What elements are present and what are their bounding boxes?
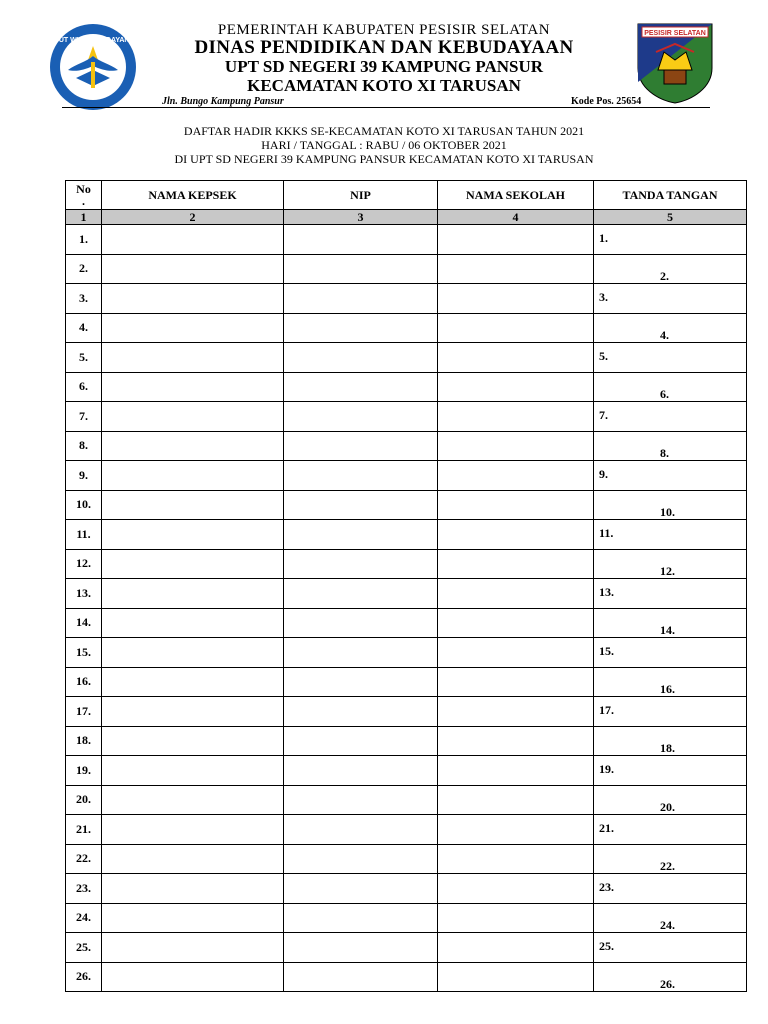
- signature-number: 13.: [599, 585, 614, 599]
- form-location: DI UPT SD NEGERI 39 KAMPUNG PANSUR KECAMATAN KOTO XI TARUSAN: [174, 152, 594, 166]
- table-row: [66, 785, 747, 815]
- signature-cell[interactable]: [594, 608, 747, 638]
- nama-kepsek-cell[interactable]: [102, 903, 284, 933]
- nama-kepsek-cell[interactable]: [102, 520, 284, 550]
- signature-number: 9.: [599, 467, 608, 481]
- row-number: 17.: [66, 697, 102, 727]
- col-no-label: No: [76, 182, 91, 196]
- signature-cell[interactable]: [594, 844, 747, 874]
- table-row: [66, 254, 747, 284]
- table-row: [66, 874, 747, 904]
- nama-sekolah-cell[interactable]: [438, 638, 594, 668]
- signature-number: 22.: [660, 858, 675, 873]
- row-number: 12.: [66, 549, 102, 579]
- nama-kepsek-cell[interactable]: [102, 638, 284, 668]
- nama-kepsek-cell[interactable]: [102, 815, 284, 845]
- nama-sekolah-cell[interactable]: [438, 549, 594, 579]
- nama-kepsek-cell[interactable]: [102, 461, 284, 491]
- nama-sekolah-cell[interactable]: [438, 372, 594, 402]
- signature-cell[interactable]: [594, 962, 747, 992]
- nip-cell[interactable]: [284, 402, 438, 432]
- row-number: 24.: [66, 903, 102, 933]
- signature-cell[interactable]: [594, 549, 747, 579]
- attendance-table: [65, 180, 747, 992]
- address: Jln. Bungo Kampung Pansur: [162, 96, 284, 107]
- district-name: KECAMATAN KOTO XI TARUSAN: [247, 76, 521, 95]
- nip-cell[interactable]: [284, 608, 438, 638]
- table-row: [66, 431, 747, 461]
- table-row: [66, 579, 747, 609]
- table-row: [66, 933, 747, 963]
- table-row: [66, 962, 747, 992]
- row-number: 7.: [66, 402, 102, 432]
- nama-sekolah-cell[interactable]: [438, 874, 594, 904]
- government-name: PEMERINTAH KABUPATEN PESISIR SELATAN: [217, 22, 551, 38]
- row-number: 10.: [66, 490, 102, 520]
- nama-kepsek-cell[interactable]: [102, 313, 284, 343]
- signature-number: 18.: [660, 740, 675, 755]
- nama-kepsek-cell[interactable]: [102, 844, 284, 874]
- nip-cell[interactable]: [284, 638, 438, 668]
- nama-kepsek-cell[interactable]: [102, 372, 284, 402]
- signature-cell[interactable]: [594, 579, 747, 609]
- table-row: [66, 225, 747, 255]
- nama-sekolah-cell[interactable]: [438, 844, 594, 874]
- table-row: [66, 844, 747, 874]
- form-date: HARI / TANGGAL : RABU / 06 OKTOBER 2021: [261, 138, 507, 152]
- nama-sekolah-cell[interactable]: [438, 608, 594, 638]
- row-number: 13.: [66, 579, 102, 609]
- nama-kepsek-cell[interactable]: [102, 549, 284, 579]
- nip-cell[interactable]: [284, 343, 438, 373]
- school-name: UPT SD NEGERI 39 KAMPUNG PANSUR: [224, 57, 544, 76]
- row-number: 11.: [66, 520, 102, 550]
- nama-kepsek-cell[interactable]: [102, 785, 284, 815]
- row-number: 8.: [66, 431, 102, 461]
- row-number: 9.: [66, 461, 102, 491]
- nama-sekolah-cell[interactable]: [438, 313, 594, 343]
- table-row: [66, 697, 747, 727]
- row-number: 1.: [66, 225, 102, 255]
- nip-cell[interactable]: [284, 461, 438, 491]
- signature-cell[interactable]: [594, 343, 747, 373]
- signature-cell[interactable]: [594, 431, 747, 461]
- nama-kepsek-cell[interactable]: [102, 933, 284, 963]
- table-row: [66, 667, 747, 697]
- svg-text:PESISIR SELATAN: PESISIR SELATAN: [644, 30, 706, 37]
- signature-number: 3.: [599, 290, 608, 304]
- signature-number: 11.: [599, 526, 614, 540]
- row-number: 3.: [66, 284, 102, 314]
- row-number: 18.: [66, 726, 102, 756]
- row-number: 5.: [66, 343, 102, 373]
- signature-cell[interactable]: [594, 461, 747, 491]
- table-row: [66, 313, 747, 343]
- nama-sekolah-cell[interactable]: [438, 579, 594, 609]
- signature-number: 2.: [660, 268, 669, 283]
- nama-sekolah-cell[interactable]: [438, 726, 594, 756]
- nip-cell[interactable]: [284, 549, 438, 579]
- signature-cell[interactable]: [594, 667, 747, 697]
- table-row: [66, 343, 747, 373]
- table-row: [66, 372, 747, 402]
- pesisir-selatan-crest: [636, 22, 714, 104]
- signature-cell[interactable]: [594, 520, 747, 550]
- table-row: [66, 490, 747, 520]
- row-number: 14.: [66, 608, 102, 638]
- nama-sekolah-cell[interactable]: [438, 903, 594, 933]
- signature-number: 8.: [660, 445, 669, 460]
- signature-number: 12.: [660, 563, 675, 578]
- postal-code: Kode Pos. 25654: [571, 96, 642, 107]
- col-no: [66, 181, 102, 210]
- row-number: 2.: [66, 254, 102, 284]
- nip-cell[interactable]: [284, 903, 438, 933]
- nama-kepsek-cell[interactable]: [102, 490, 284, 520]
- form-title: DAFTAR HADIR KKKS SE-KECAMATAN KOTO XI TARUSAN TAHUN 2021: [183, 124, 585, 138]
- signature-number: 21.: [599, 821, 614, 835]
- col-nip: NIP: [284, 181, 438, 210]
- nama-kepsek-cell[interactable]: [102, 874, 284, 904]
- nip-cell[interactable]: [284, 313, 438, 343]
- table-row: [66, 638, 747, 668]
- signature-number: 16.: [660, 681, 675, 696]
- signature-number: 20.: [660, 799, 675, 814]
- signature-number: 4.: [660, 327, 669, 342]
- nama-kepsek-cell[interactable]: [102, 579, 284, 609]
- nip-cell[interactable]: [284, 667, 438, 697]
- signature-number: 25.: [599, 939, 614, 953]
- signature-number: 5.: [599, 349, 608, 363]
- row-number: 16.: [66, 667, 102, 697]
- signature-cell[interactable]: [594, 313, 747, 343]
- signature-cell[interactable]: [594, 933, 747, 963]
- row-number: 26.: [66, 962, 102, 992]
- nama-kepsek-cell[interactable]: [102, 431, 284, 461]
- table-row: [66, 756, 747, 786]
- nama-sekolah-cell[interactable]: [438, 697, 594, 727]
- nama-sekolah-cell[interactable]: [438, 785, 594, 815]
- signature-cell[interactable]: [594, 785, 747, 815]
- nama-kepsek-cell[interactable]: [102, 225, 284, 255]
- row-number: 22.: [66, 844, 102, 874]
- table-row: [66, 903, 747, 933]
- nama-sekolah-cell[interactable]: [438, 461, 594, 491]
- nip-cell[interactable]: [284, 962, 438, 992]
- signature-cell[interactable]: [594, 638, 747, 668]
- signature-cell[interactable]: [594, 874, 747, 904]
- column-number: 1: [66, 210, 102, 225]
- nama-sekolah-cell[interactable]: [438, 343, 594, 373]
- col-nama-kepsek: NAMA KEPSEK: [102, 181, 284, 210]
- signature-number: 1.: [599, 231, 608, 245]
- nama-kepsek-cell[interactable]: [102, 343, 284, 373]
- table-row: [66, 284, 747, 314]
- row-number: 25.: [66, 933, 102, 963]
- signature-number: 23.: [599, 880, 614, 894]
- column-number: 2: [102, 210, 284, 225]
- nip-cell[interactable]: [284, 254, 438, 284]
- nama-sekolah-cell[interactable]: [438, 284, 594, 314]
- nama-sekolah-cell[interactable]: [438, 815, 594, 845]
- nip-cell[interactable]: [284, 844, 438, 874]
- nama-sekolah-cell[interactable]: [438, 490, 594, 520]
- nama-kepsek-cell[interactable]: [102, 667, 284, 697]
- signature-number: 14.: [660, 622, 675, 637]
- signature-cell[interactable]: [594, 903, 747, 933]
- signature-cell[interactable]: [594, 490, 747, 520]
- row-number: 15.: [66, 638, 102, 668]
- nama-sekolah-cell[interactable]: [438, 431, 594, 461]
- row-number: 23.: [66, 874, 102, 904]
- col-no-dot: .: [82, 194, 85, 208]
- nip-cell[interactable]: [284, 490, 438, 520]
- signature-cell[interactable]: [594, 815, 747, 845]
- signature-number: 15.: [599, 644, 614, 658]
- signature-number: 24.: [660, 917, 675, 932]
- nama-sekolah-cell[interactable]: [438, 962, 594, 992]
- nama-kepsek-cell[interactable]: [102, 962, 284, 992]
- nama-kepsek-cell[interactable]: [102, 608, 284, 638]
- nama-sekolah-cell[interactable]: [438, 667, 594, 697]
- nip-cell[interactable]: [284, 284, 438, 314]
- signature-cell[interactable]: [594, 254, 747, 284]
- nama-kepsek-cell[interactable]: [102, 697, 284, 727]
- column-number: 5: [594, 210, 747, 225]
- column-number: 4: [438, 210, 594, 225]
- nama-sekolah-cell[interactable]: [438, 225, 594, 255]
- row-number: 4.: [66, 313, 102, 343]
- signature-number: 6.: [660, 386, 669, 401]
- signature-cell[interactable]: [594, 756, 747, 786]
- nama-sekolah-cell[interactable]: [438, 254, 594, 284]
- nama-sekolah-cell[interactable]: [438, 402, 594, 432]
- nip-cell[interactable]: [284, 874, 438, 904]
- signature-cell[interactable]: [594, 402, 747, 432]
- nip-cell[interactable]: [284, 225, 438, 255]
- nip-cell[interactable]: [284, 785, 438, 815]
- nama-kepsek-cell[interactable]: [102, 284, 284, 314]
- table-row: [66, 815, 747, 845]
- signature-number: 7.: [599, 408, 608, 422]
- letterhead-divider: [62, 107, 710, 108]
- table-row: [66, 461, 747, 491]
- department-name: DINAS PENDIDIKAN DAN KEBUDAYAAN: [194, 37, 574, 58]
- signature-number: 19.: [599, 762, 614, 776]
- column-number-row: [66, 210, 747, 225]
- table-row: [66, 402, 747, 432]
- nama-sekolah-cell[interactable]: [438, 933, 594, 963]
- nama-sekolah-cell[interactable]: [438, 520, 594, 550]
- column-number: 3: [284, 210, 438, 225]
- table-row: [66, 549, 747, 579]
- nama-sekolah-cell[interactable]: [438, 756, 594, 786]
- nama-kepsek-cell[interactable]: [102, 726, 284, 756]
- row-number: 6.: [66, 372, 102, 402]
- nama-kepsek-cell[interactable]: [102, 402, 284, 432]
- header-row: [66, 181, 747, 210]
- table-row: [66, 726, 747, 756]
- col-tanda-tangan: TANDA TANGAN: [594, 181, 747, 210]
- col-nama-sekolah: NAMA SEKOLAH: [438, 181, 594, 210]
- signature-number: 10.: [660, 504, 675, 519]
- letterhead: [0, 0, 768, 120]
- row-number: 21.: [66, 815, 102, 845]
- row-number: 20.: [66, 785, 102, 815]
- nama-kepsek-cell[interactable]: [102, 756, 284, 786]
- nip-cell[interactable]: [284, 579, 438, 609]
- signature-number: 17.: [599, 703, 614, 717]
- table-row: [66, 520, 747, 550]
- nip-cell[interactable]: [284, 756, 438, 786]
- signature-number: 26.: [660, 976, 675, 991]
- signature-cell[interactable]: [594, 284, 747, 314]
- nip-cell[interactable]: [284, 815, 438, 845]
- signature-cell[interactable]: [594, 697, 747, 727]
- nama-kepsek-cell[interactable]: [102, 254, 284, 284]
- nip-cell[interactable]: [284, 933, 438, 963]
- signature-cell[interactable]: [594, 726, 747, 756]
- nip-cell[interactable]: [284, 372, 438, 402]
- row-number: 19.: [66, 756, 102, 786]
- signature-cell[interactable]: [594, 372, 747, 402]
- table-row: [66, 608, 747, 638]
- svg-text:TUT WURI HANDAYANI: TUT WURI HANDAYANI: [54, 37, 132, 44]
- nip-cell[interactable]: [284, 697, 438, 727]
- nip-cell[interactable]: [284, 520, 438, 550]
- nip-cell[interactable]: [284, 726, 438, 756]
- signature-cell[interactable]: [594, 225, 747, 255]
- nip-cell[interactable]: [284, 431, 438, 461]
